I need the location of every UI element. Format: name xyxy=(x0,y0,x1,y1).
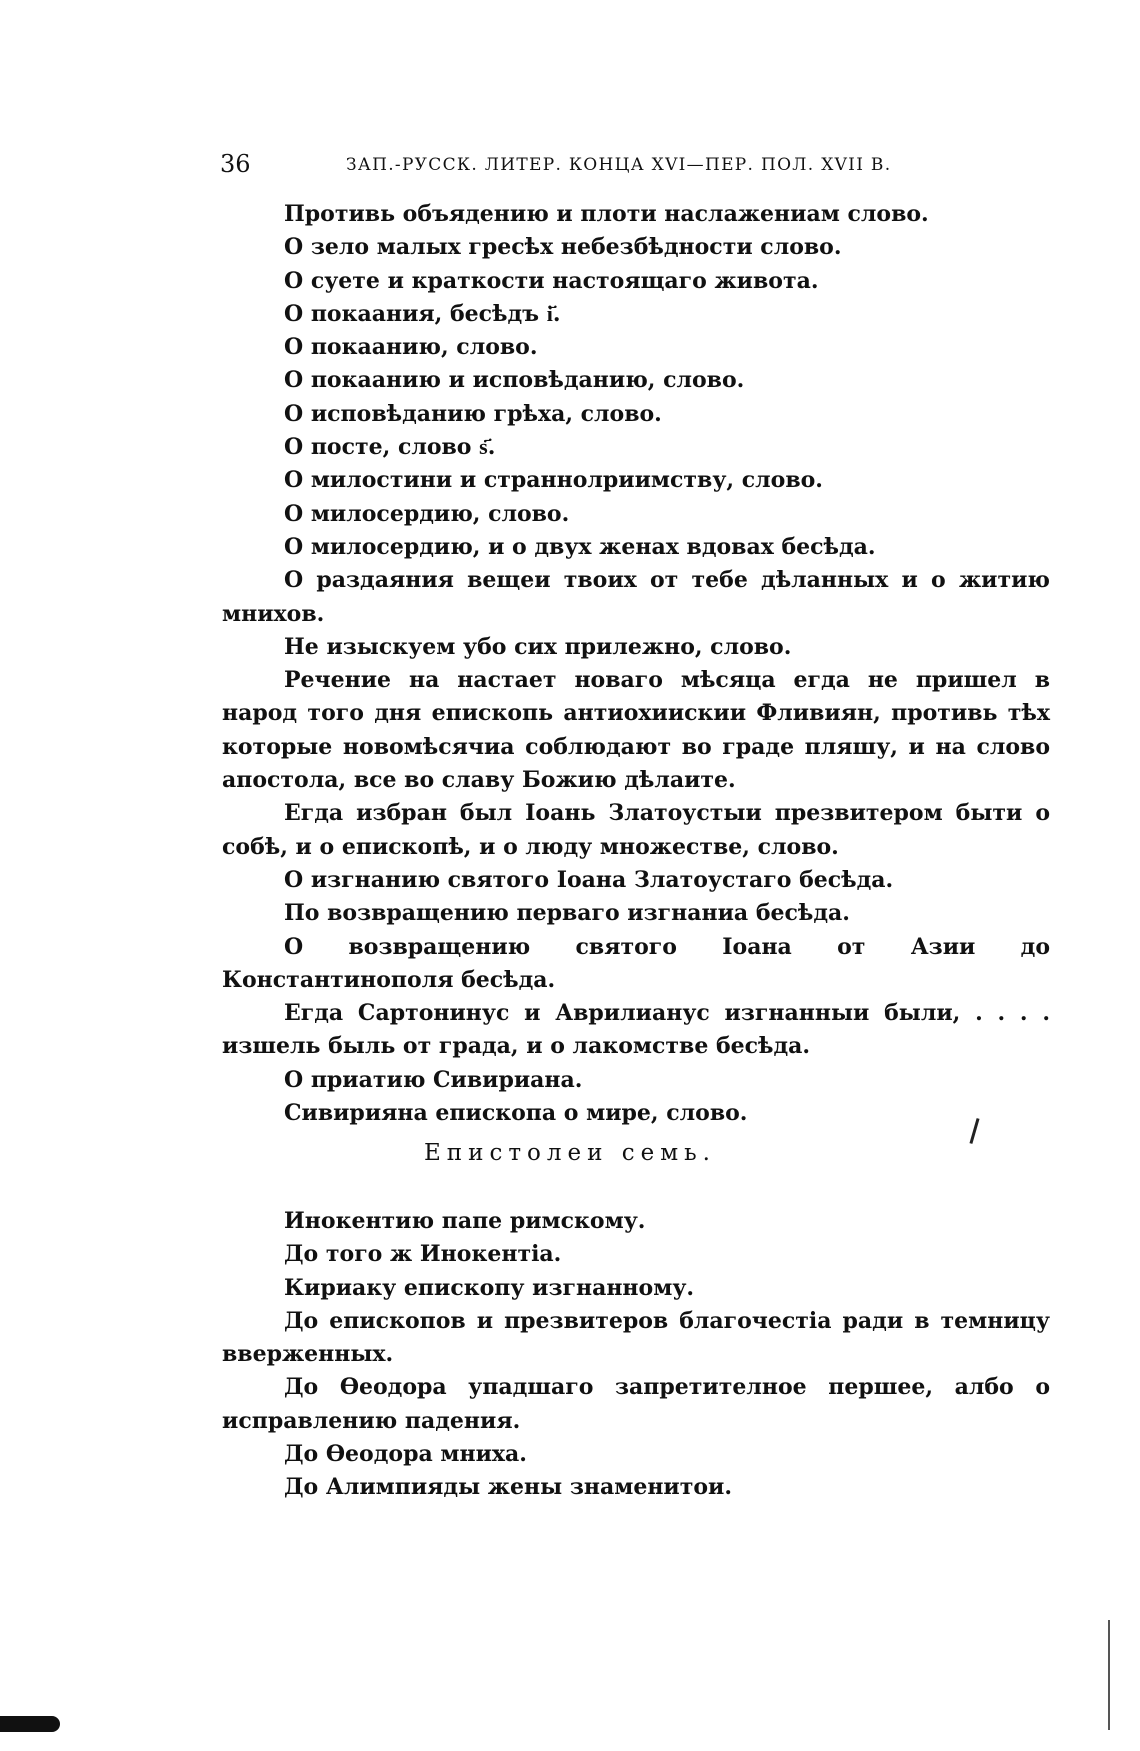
running-title: ЗАП.-РУССК. ЛИТЕР. КОНЦА XVI—ПЕР. ПОЛ. XVII В. xyxy=(346,155,892,175)
entry-item: О милосердию, и о двух женах вдовах бесѣда. xyxy=(284,533,876,560)
epistle-item: До Алимпияды жены знаменитои. xyxy=(284,1474,733,1501)
entry-item: О исповѣданию грѣха, слово. xyxy=(284,400,662,427)
running-header xyxy=(220,150,1040,184)
entry-item: Егда Сартонинус и Аврилианус изгнанныи были, . . . . изшель быль от града, и о лакомстве бесѣда. xyxy=(222,1000,1050,1060)
entry-item: Не изыскуем убо сих прилежно, слово. xyxy=(284,633,792,660)
scan-edge-mark xyxy=(1108,1620,1110,1730)
epistle-item: До епископов и презвитеров благочестіа ради в темницу вверженных. xyxy=(222,1307,1050,1368)
epistle-item: До Өеодора упадшаго запретителное першее, албо о исправлению падения. xyxy=(222,1374,1050,1434)
epistles-list xyxy=(222,1205,1050,1505)
entry-item: О покаания, бесѣдъ і҃. xyxy=(284,300,561,327)
entry-item: Речение на настает новаго мѣсяца егда не пришел в народ того дня епископь антиохиискии Фливиян, противь тѣх которые новомѣсячиа соблюдают во граде пляшу, и на слово апостола, все во славу Божию дѣлаите. xyxy=(222,667,1050,794)
entry-item: О покаанию, слово. xyxy=(284,334,538,361)
entry-item: О приатию Сивириана. xyxy=(284,1066,583,1093)
entry-item: О суете и краткости настоящаго живота. xyxy=(284,267,819,294)
entry-item: Противь объядению и плоти наслажениам слово. xyxy=(284,201,929,227)
entry-item: О зело малых гресѣх небезбѣдности слово. xyxy=(284,234,842,261)
entry-item: О возвращению святого Іоана от Азии до Константинополя бесѣда. xyxy=(222,933,1050,993)
epistle-item: Кириаку епископу изгнанному. xyxy=(284,1274,695,1301)
entry-item: О покаанию и исповѣданию, слово. xyxy=(284,367,745,394)
epistle-item: До того ж Инокентіа. xyxy=(284,1241,562,1268)
entry-item: По возвращению перваго изгнаниа бесѣда. xyxy=(284,900,850,927)
page-number: 36 xyxy=(220,150,251,178)
entry-item: О посте, слово ѕ҃. xyxy=(284,434,496,461)
section-heading: Епистолеи семь. xyxy=(424,1140,716,1166)
epistle-item: Инокентию папе римскому. xyxy=(284,1208,646,1234)
entry-item: О милостини и страннолриимству, слово. xyxy=(284,467,823,494)
epistle-item: До Өеодора мниха. xyxy=(284,1441,527,1468)
entry-item: О милосердию, слово. xyxy=(284,500,570,527)
entry-item: Сивирияна епископа о мире, слово. xyxy=(284,1100,748,1127)
ink-blot xyxy=(0,1716,60,1732)
entries-list xyxy=(222,198,1050,1130)
entry-item: О изгнанию святого Іоана Златоустаго бесѣда. xyxy=(284,866,894,893)
entry-item: Егда избран был Іоань Златоустыи презвитером быти о собѣ, и о епископѣ, и о люду множестве, слово. xyxy=(222,800,1050,860)
entry-item: О раздаяния вещеи твоих от тебе дѣланных и о житию мнихов. xyxy=(222,567,1050,627)
